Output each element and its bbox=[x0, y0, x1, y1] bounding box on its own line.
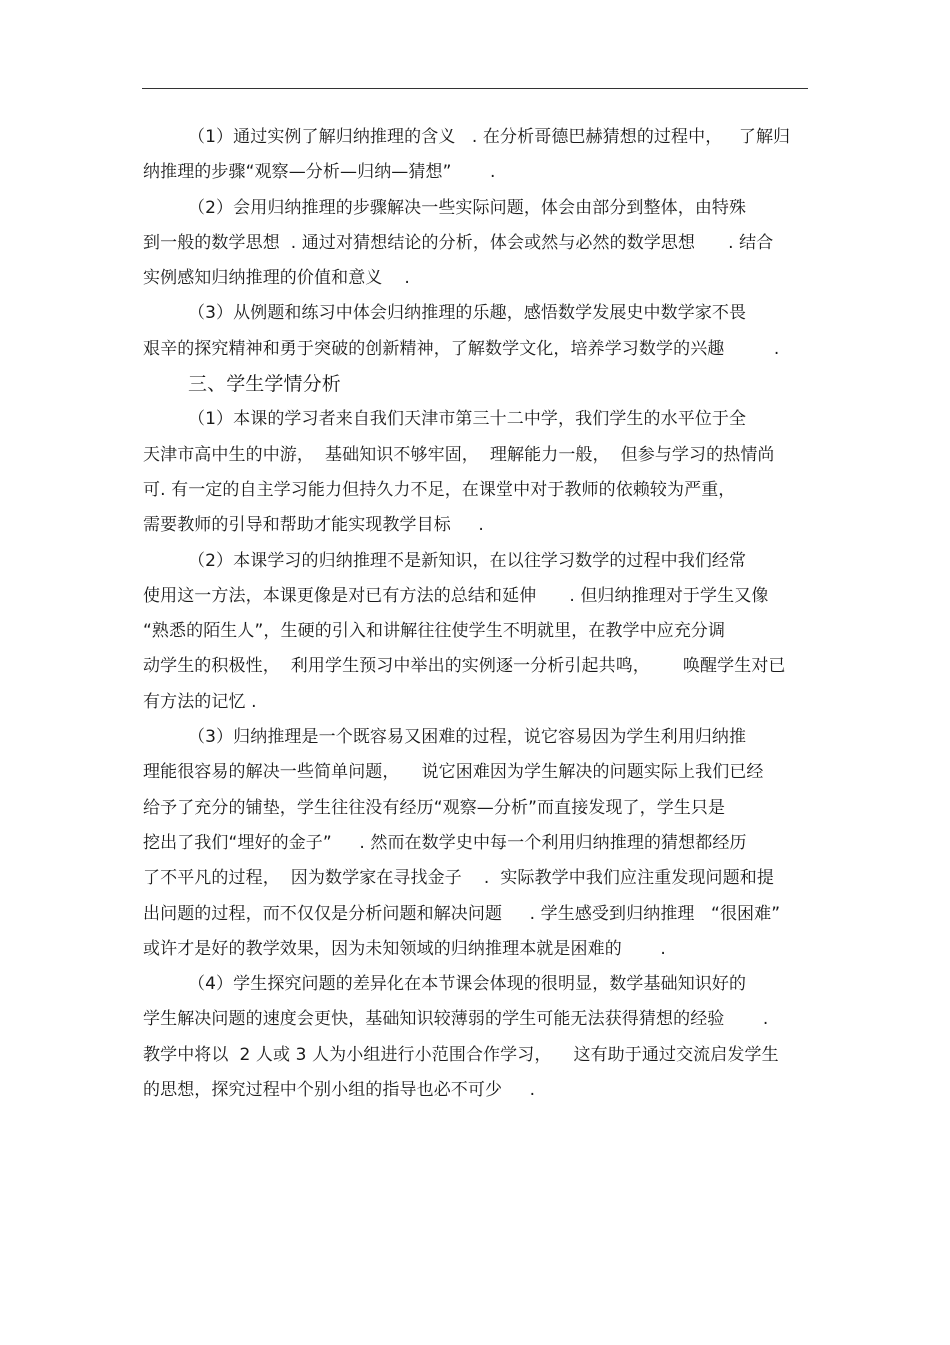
text-line: 了不平凡的过程， 因为数学家在寻找金子 . 实际教学中我们应注重发现问题和提 bbox=[143, 868, 774, 889]
text-line: “熟悉的陌生人”，生硬的引入和讲解往往使学生不明就里，在教学中应充分调 bbox=[143, 621, 726, 642]
text-line: 学生解决问题的速度会更快，基础知识较薄弱的学生可能无法获得猜想的经验 . bbox=[143, 1009, 769, 1030]
text-line: 实例感知归纳推理的价值和意义 . bbox=[143, 268, 410, 289]
text-line: 挖出了我们“埋好的金子” . 然而在数学史中每一个利用归纳推理的猜想都经历 bbox=[143, 832, 747, 853]
text-line: 天津市高中生的中游， 基础知识不够牢固， 理解能力一般， 但参与学习的热情尚 bbox=[143, 444, 775, 465]
text-line: 有方法的记忆 . bbox=[143, 691, 257, 712]
text-line: （4）学生探究问题的差异化在本节课会体现的很明显，数学基础知识好的 bbox=[188, 974, 747, 995]
text-line: 艰辛的探究精神和勇于突破的创新精神，了解数学文化，培养学习数学的兴趣 . bbox=[143, 338, 780, 359]
text-line: （3）从例题和练习中体会归纳推理的乐趣，感悟数学发展史中数学家不畏 bbox=[188, 303, 747, 324]
section-title: 三、学生学情分析 bbox=[188, 373, 341, 396]
text-line: 出问题的过程，而不仅仅是分析问题和解决问题 . 学生感受到归纳推理 “很困难” bbox=[143, 903, 781, 924]
text-line: （3）归纳推理是一个既容易又困难的过程，说它容易因为学生利用归纳推 bbox=[188, 727, 747, 748]
text-line: 给予了充分的铺垫，学生往往没有经历“观察—分析”而直接发现了，学生只是 bbox=[143, 797, 726, 818]
text-line: 需要教师的引导和帮助才能实现教学目标 . bbox=[143, 515, 484, 536]
text-line: 或许才是好的教学效果，因为未知领域的归纳推理本就是困难的 . bbox=[143, 938, 666, 959]
text-line: 动学生的积极性， 利用学生预习中举出的实例逐一分析引起共鸣， 唤醒学生对已 bbox=[143, 656, 786, 677]
text-line: 到一般的数学思想 . 通过对猜想结论的分析，体会或然与必然的数学思想 . 结合 bbox=[143, 232, 774, 253]
analysis-1-paragraph bbox=[143, 402, 809, 543]
text-line: 理能很容易的解决一些简单问题， 说它困难因为学生解决的问题实际上我们已经 bbox=[143, 762, 764, 783]
header-rule bbox=[142, 88, 808, 89]
text-line: 教学中将以 2 人或 3 人为小组进行小范围合作学习， 这有助于通过交流启发学生 bbox=[143, 1044, 779, 1065]
text-line: 可. 有一定的自主学习能力但持久力不足，在课堂中对于教师的依赖较为严重， bbox=[143, 479, 736, 500]
analysis-4-paragraph bbox=[143, 967, 809, 1108]
text-line: （1）通过实例了解归纳推理的含义 . 在分析哥德巴赫猜想的过程中， 了解归 bbox=[188, 127, 791, 147]
section-heading bbox=[143, 367, 809, 402]
objective-3-paragraph bbox=[143, 296, 809, 367]
document-body bbox=[143, 120, 809, 1108]
text-line: （2）本课学习的归纳推理不是新知识，在以往学习数学的过程中我们经常 bbox=[188, 550, 747, 571]
text-line: 纳推理的步骤“观察—分析—归纳—猜想” . bbox=[143, 162, 496, 183]
text-line: （2）会用归纳推理的步骤解决一些实际问题，体会由部分到整体，由特殊 bbox=[188, 197, 747, 218]
objective-1-paragraph bbox=[143, 120, 809, 191]
text-line: 使用这一方法，本课更像是对已有方法的总结和延伸 . 但归纳推理对于学生又像 bbox=[143, 585, 769, 606]
analysis-3-paragraph bbox=[143, 720, 809, 967]
text-line: 的思想，探究过程中个别小组的指导也必不可少 . bbox=[143, 1080, 536, 1101]
text-line: （1）本课的学习者来自我们天津市第三十二中学，我们学生的水平位于全 bbox=[188, 409, 747, 430]
analysis-2-paragraph bbox=[143, 544, 809, 720]
objective-2-paragraph bbox=[143, 191, 809, 297]
